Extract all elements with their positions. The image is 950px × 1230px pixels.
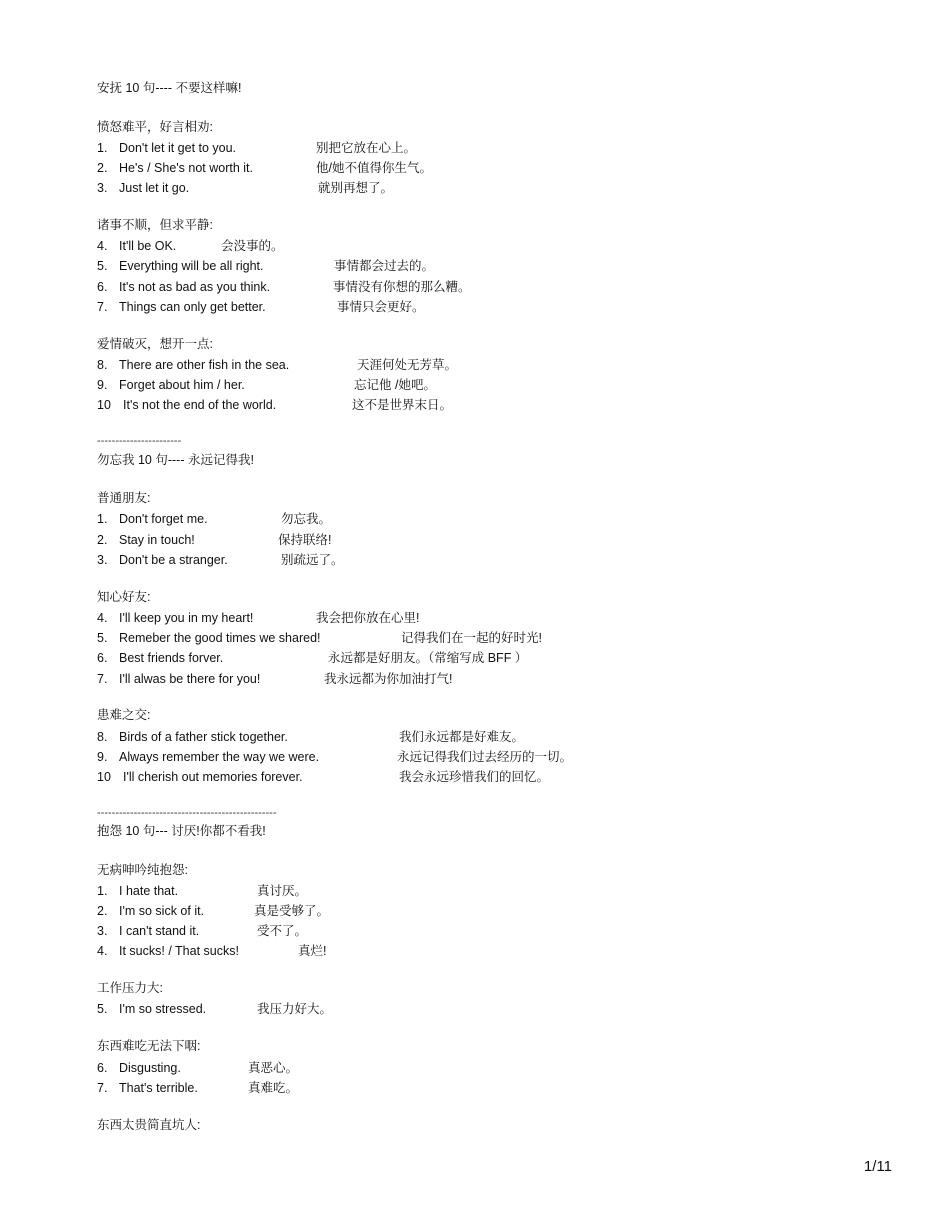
item-english: Forget about him / her. <box>119 378 245 392</box>
item-number: 6. <box>97 1061 108 1075</box>
group-heading: 工作压力大: <box>97 981 163 995</box>
item-chinese: 受不了。 <box>257 924 308 938</box>
item-number: 4. <box>97 611 108 625</box>
item-chinese: 永远都是好朋友。（常缩写成 BFF ） <box>328 651 528 665</box>
divider-rule: ------------------------------------------------- <box>97 807 277 819</box>
section-title: 安抚 10 句---- 不要这样嘛! <box>97 81 242 95</box>
item-number: 9. <box>97 750 108 764</box>
item-chinese: 事情都会过去的。 <box>334 259 435 273</box>
item-chinese: 别疏远了。 <box>281 553 344 567</box>
item-english: Best friends forver. <box>119 651 224 665</box>
item-english: It sucks! / That sucks! <box>119 944 239 958</box>
item-english: It's not as bad as you think. <box>119 280 271 294</box>
group-heading: 愤怒难平，好言相劝: <box>97 120 213 134</box>
group-heading: 患难之交: <box>97 708 151 722</box>
item-number: 2. <box>97 533 108 547</box>
item-number: 3. <box>97 181 108 195</box>
divider-rule: ----------------------- <box>97 435 182 447</box>
item-english: Always remember the way we were. <box>119 750 320 764</box>
item-chinese: 真恶心。 <box>248 1061 299 1075</box>
item-number: 8. <box>97 730 108 744</box>
group-heading: 东西难吃无法下咽: <box>97 1039 201 1053</box>
item-chinese: 永远记得我们过去经历的一切。 <box>397 750 573 764</box>
item-number: 6. <box>97 280 108 294</box>
item-number: 1. <box>97 512 108 526</box>
item-number: 3. <box>97 924 108 938</box>
item-number: 1. <box>97 141 108 155</box>
item-number: 3. <box>97 553 108 567</box>
item-chinese: 我永远都为你加油打气! <box>324 672 453 686</box>
item-english: Just let it go. <box>119 181 190 195</box>
item-number: 4. <box>97 239 108 253</box>
item-english: Remeber the good times we shared! <box>119 631 321 645</box>
item-chinese: 我会永远珍惜我们的回忆。 <box>399 770 550 784</box>
item-english: It's not the end of the world. <box>123 398 277 412</box>
item-english: There are other fish in the sea. <box>119 358 290 372</box>
item-chinese: 事情没有你想的那么糟。 <box>333 280 471 294</box>
group-heading: 普通朋友: <box>97 491 151 505</box>
item-chinese: 真难吃。 <box>248 1081 299 1095</box>
item-number: 1. <box>97 884 108 898</box>
item-english: I can't stand it. <box>119 924 200 938</box>
page-number: 1/11 <box>863 1158 892 1175</box>
item-number: 5. <box>97 1002 108 1016</box>
item-english: Don't let it get to you. <box>119 141 237 155</box>
item-english: It'll be OK. <box>119 239 177 253</box>
item-english: Birds of a father stick together. <box>119 730 288 744</box>
item-english: Disgusting. <box>119 1061 181 1075</box>
item-english: That's terrible. <box>119 1081 198 1095</box>
item-chinese: 忘记他 /她吧。 <box>354 378 436 392</box>
item-english: Don't be a stranger. <box>119 553 228 567</box>
item-chinese: 我会把你放在心里! <box>316 611 420 625</box>
item-number: 8. <box>97 358 108 372</box>
item-number: 2. <box>97 161 108 175</box>
item-english: I hate that. <box>119 884 179 898</box>
item-number: 9. <box>97 378 108 392</box>
item-chinese: 这不是世界末日。 <box>352 398 453 412</box>
item-english: Stay in touch! <box>119 533 195 547</box>
item-english: I'll cherish out memories forever. <box>123 770 303 784</box>
item-english: He's / She's not worth it. <box>119 161 253 175</box>
item-number: 4. <box>97 944 108 958</box>
item-chinese: 勿忘我。 <box>281 512 332 526</box>
item-chinese: 别把它放在心上。 <box>316 141 417 155</box>
item-number: 6. <box>97 651 108 665</box>
item-number: 7. <box>97 300 108 314</box>
item-chinese: 就别再想了。 <box>318 181 394 195</box>
item-english: Everything will be all right. <box>119 259 264 273</box>
item-chinese: 天涯何处无芳草。 <box>357 358 458 372</box>
item-number: 5. <box>97 631 108 645</box>
item-english: Things can only get better. <box>119 300 266 314</box>
item-chinese: 真是受够了。 <box>254 904 330 918</box>
section-title: 勿忘我 10 句---- 永远记得我! <box>97 453 254 467</box>
section-title: 抱怨 10 句--- 讨厌!你都不看我! <box>97 824 266 838</box>
item-chinese: 真讨厌。 <box>257 884 308 898</box>
item-number: 7. <box>97 672 108 686</box>
item-english: Don't forget me. <box>119 512 208 526</box>
item-chinese: 他/她不值得你生气。 <box>316 161 432 175</box>
group-heading: 诸事不顺，但求平静: <box>97 218 213 232</box>
group-heading: 知心好友: <box>97 590 151 604</box>
item-chinese: 事情只会更好。 <box>337 300 425 314</box>
item-number: 10 <box>97 398 111 412</box>
item-number: 5. <box>97 259 108 273</box>
item-chinese: 保持联络! <box>278 533 332 547</box>
group-heading: 无病呻吟纯抱怨: <box>97 863 188 877</box>
item-chinese: 记得我们在一起的好时光! <box>401 631 542 645</box>
item-english: I'm so stressed. <box>119 1002 207 1016</box>
item-number: 7. <box>97 1081 108 1095</box>
item-chinese: 我压力好大。 <box>257 1002 333 1016</box>
item-english: I'm so sick of it. <box>119 904 205 918</box>
item-number: 10 <box>97 770 111 784</box>
item-number: 2. <box>97 904 108 918</box>
item-english: I'll alwas be there for you! <box>119 672 261 686</box>
item-chinese: 我们永远都是好难友。 <box>399 730 525 744</box>
item-chinese: 会没事的。 <box>221 239 284 253</box>
item-english: I'll keep you in my heart! <box>119 611 254 625</box>
group-heading: 东西太贵简直坑人: <box>97 1118 201 1132</box>
group-heading: 爱情破灭，想开一点: <box>97 337 213 351</box>
item-chinese: 真烂! <box>298 944 327 958</box>
